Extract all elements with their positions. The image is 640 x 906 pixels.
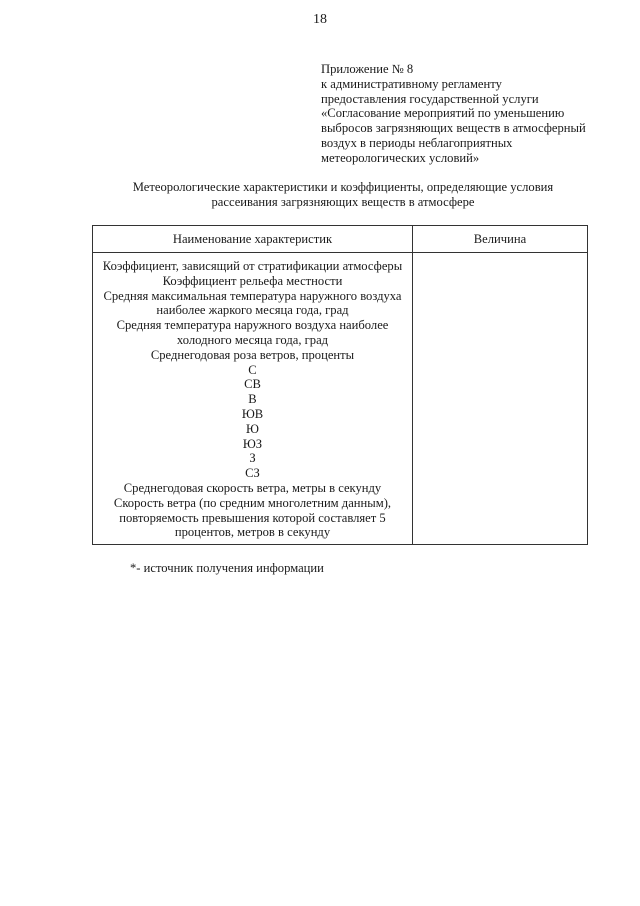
appendix-header	[321, 62, 611, 166]
wind-direction-west: З	[249, 451, 256, 466]
characteristic-line: Среднегодовая роза ветров, проценты	[150, 347, 355, 362]
wind-direction-southwest: ЮЗ	[242, 436, 263, 451]
column-header-name: Наименование характеристик	[93, 226, 413, 253]
wind-direction-northwest: СЗ	[245, 466, 260, 481]
document-title	[90, 180, 596, 210]
column-header-value: Величина	[413, 226, 588, 253]
characteristic-line: Коэффициент, зависящий от стратификации атмосферы	[102, 259, 403, 273]
characteristic-line: процентов, метров в секунду	[174, 525, 331, 540]
wind-direction-north: С	[248, 362, 257, 377]
characteristics-cell	[93, 253, 413, 545]
wind-direction-southeast: ЮВ	[241, 406, 264, 421]
characteristic-line: Скорость ветра (по средним многолетним данным),	[113, 495, 392, 510]
table-row	[93, 253, 588, 545]
characteristic-line: холодного месяца года, град	[176, 332, 329, 347]
appendix-line: выбросов загрязняющих веществ в атмосферный	[321, 121, 586, 136]
page-number: 18	[313, 12, 327, 27]
wind-direction-east: В	[248, 392, 257, 407]
appendix-line: воздух в периоды неблагоприятных	[321, 135, 513, 150]
table-header-row	[93, 226, 588, 253]
title-line: рассеивания загрязняющих веществ в атмосфере	[211, 195, 475, 209]
footnote: *- источник получения информации	[130, 561, 324, 575]
characteristic-line: повторяемость превышения которой составляет 5	[119, 510, 386, 525]
characteristic-line: Средняя максимальная температура наружного воздуха	[103, 288, 402, 303]
wind-direction-south: Ю	[246, 421, 259, 436]
appendix-line: «Согласование мероприятий по уменьшению	[321, 106, 565, 121]
characteristic-line: Среднегодовая скорость ветра, метры в секунду	[123, 480, 382, 495]
appendix-line: к административному регламенту	[321, 76, 502, 91]
characteristic-line: наиболее жаркого месяца года, град	[156, 303, 349, 318]
appendix-line: метеорологических условий»	[321, 150, 480, 165]
appendix-line: предоставления государственной услуги	[321, 91, 539, 106]
value-cell	[413, 253, 588, 545]
title-line: Метеорологические характеристики и коэффициенты, определяющие условия	[132, 180, 554, 194]
characteristic-line: Средняя температура наружного воздуха наиболее	[116, 318, 389, 333]
wind-direction-northeast: СВ	[244, 377, 261, 392]
meteo-characteristics-table	[92, 225, 588, 545]
characteristic-line: Коэффициент рельефа местности	[162, 273, 343, 288]
appendix-line: Приложение № 8	[321, 62, 414, 76]
